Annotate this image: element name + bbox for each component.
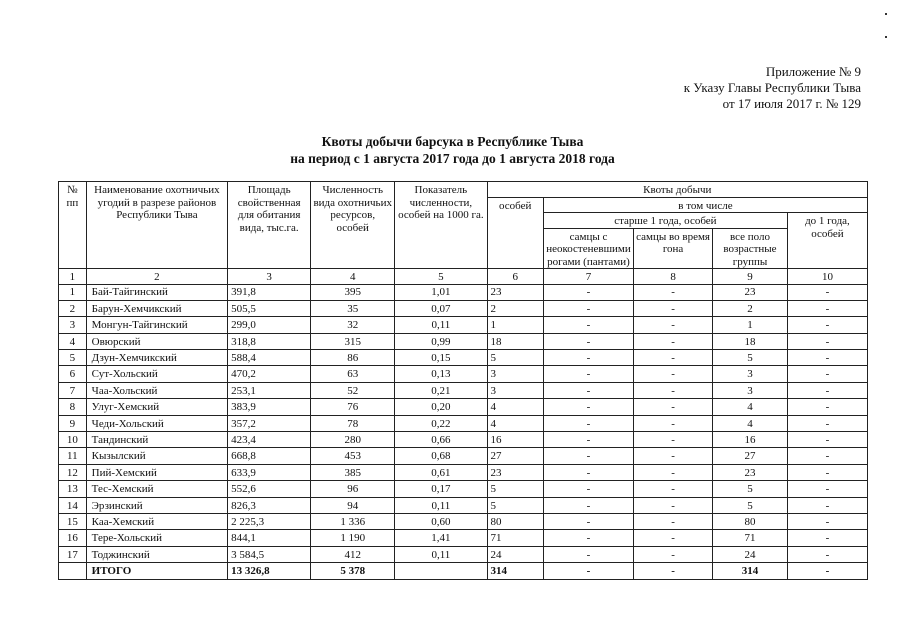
quota-males-antlers: - [543,399,633,415]
density-value: 0,61 [395,464,487,480]
quota-under-one: - [787,513,867,529]
appendix-line-2: к Указу Главы Республики Тыва [683,80,861,95]
column-number: 4 [311,269,395,285]
quota-under-one: - [787,530,867,546]
header-males-antlers: самцы с неокостеневшими рогами (пантами) [543,228,633,269]
population-value: 385 [311,464,395,480]
quota-total: 23 [487,284,543,300]
title-line-1: Квоты добычи барсука в Республике Тыва [321,134,584,149]
area-value: 588,4 [228,350,311,366]
header-under-one: до 1 года, особей [787,213,867,269]
population-value: 94 [311,497,395,513]
density-value: 1,41 [395,530,487,546]
population-value: 412 [311,546,395,562]
density-value: 0,66 [395,432,487,448]
quota-males-rut: - [634,399,713,415]
table-row [59,481,868,497]
density-value: 0,17 [395,481,487,497]
table-row [59,333,868,349]
population-value: 280 [311,432,395,448]
quota-all-ages: 18 [713,333,788,349]
quota-all-ages: 24 [713,546,788,562]
district-name: Барун-Хемчикский [86,300,227,316]
scan-mark [885,36,887,38]
quota-under-one: - [787,481,867,497]
header-males-rut: самцы во время гона [634,228,713,269]
quota-total: 27 [487,448,543,464]
header-name: Наименование охотничьих угодий в разрезе районов Республики Тыва [86,182,227,269]
quota-under-one: - [787,497,867,513]
population-value: 5 378 [311,563,395,579]
quota-under-one: - [787,333,867,349]
density-value: 1,01 [395,284,487,300]
quota-all-ages: 2 [713,300,788,316]
quota-total: 4 [487,415,543,431]
quota-total: 1 [487,317,543,333]
quota-males-rut: - [634,464,713,480]
quota-all-ages: 71 [713,530,788,546]
row-number: 15 [59,513,87,529]
density-value: 0,99 [395,333,487,349]
column-number: 7 [543,269,633,285]
header-num: № пп [59,182,87,269]
area-value: 2 225,3 [228,513,311,529]
quota-males-antlers: - [543,350,633,366]
quota-all-ages: 5 [713,350,788,366]
quota-males-rut: - [634,432,713,448]
quota-under-one: - [787,546,867,562]
row-number: 14 [59,497,87,513]
header-density: Показатель численности, особей на 1000 га. [395,182,487,269]
quota-males-rut: - [634,366,713,382]
quota-all-ages: 5 [713,481,788,497]
quota-males-rut: - [634,513,713,529]
quota-all-ages: 4 [713,399,788,415]
district-name: Чеди-Хольский [86,415,227,431]
column-number: 3 [228,269,311,285]
density-value: 0,21 [395,382,487,398]
district-name: Сут-Хольский [86,366,227,382]
area-value: 470,2 [228,366,311,382]
quota-under-one: - [787,284,867,300]
table-row [59,513,868,529]
population-value: 1 336 [311,513,395,529]
area-value: 253,1 [228,382,311,398]
quota-under-one: - [787,448,867,464]
quota-all-ages: 3 [713,382,788,398]
quota-males-antlers: - [543,513,633,529]
area-value: 391,8 [228,284,311,300]
quota-males-rut: - [634,546,713,562]
area-value: 13 326,8 [228,563,311,579]
district-name: Каа-Хемский [86,513,227,529]
population-value: 1 190 [311,530,395,546]
row-number: 16 [59,530,87,546]
quota-males-rut: - [634,497,713,513]
quota-total: 2 [487,300,543,316]
scan-mark [885,13,887,15]
document-title [0,133,905,167]
district-name: Дзун-Хемчикский [86,350,227,366]
table-row [59,530,868,546]
density-value: 0,60 [395,513,487,529]
quota-males-antlers: - [543,300,633,316]
area-value: 299,0 [228,317,311,333]
quota-males-rut: - [634,563,713,579]
quota-males-rut: - [634,481,713,497]
population-value: 96 [311,481,395,497]
density-value: 0,11 [395,546,487,562]
quota-males-antlers: - [543,497,633,513]
density-value: 0,68 [395,448,487,464]
column-number: 2 [86,269,227,285]
quota-under-one: - [787,415,867,431]
quota-all-ages: 1 [713,317,788,333]
table-row [59,546,868,562]
quota-males-antlers: - [543,366,633,382]
quota-males-rut: - [634,448,713,464]
quota-under-one: - [787,382,867,398]
quota-males-antlers: - [543,546,633,562]
district-name: Эрзинский [86,497,227,513]
quota-males-antlers: - [543,481,633,497]
population-value: 453 [311,448,395,464]
quota-males-rut: - [634,415,713,431]
table-row [59,366,868,382]
quota-all-ages: 5 [713,497,788,513]
column-number-row [59,269,868,285]
quota-all-ages: 27 [713,448,788,464]
district-name: Бай-Тайгинский [86,284,227,300]
quota-under-one: - [787,317,867,333]
population-value: 35 [311,300,395,316]
density-value: 0,11 [395,317,487,333]
quota-total: 80 [487,513,543,529]
quota-males-rut: - [634,333,713,349]
table-row [59,464,868,480]
population-value: 86 [311,350,395,366]
quota-total: 3 [487,366,543,382]
quota-males-antlers: - [543,382,633,398]
quota-total: 18 [487,333,543,349]
column-number: 6 [487,269,543,285]
quota-all-ages: 314 [713,563,788,579]
district-name: Улуг-Хемский [86,399,227,415]
row-number: 1 [59,284,87,300]
table-row [59,399,868,415]
quota-total: 4 [487,399,543,415]
header-quotas: Квоты добычи [487,182,867,198]
area-value: 844,1 [228,530,311,546]
quota-under-one: - [787,300,867,316]
appendix-block [684,64,861,112]
quota-all-ages: 4 [713,415,788,431]
population-value: 52 [311,382,395,398]
row-number: 4 [59,333,87,349]
area-value: 552,6 [228,481,311,497]
quota-under-one: - [787,432,867,448]
quota-all-ages: 16 [713,432,788,448]
density-value: 0,20 [395,399,487,415]
district-name: Тандинский [86,432,227,448]
row-number: 10 [59,432,87,448]
density-value: 0,07 [395,300,487,316]
quota-total: 16 [487,432,543,448]
district-name: Монгун-Тайгинский [86,317,227,333]
population-value: 315 [311,333,395,349]
header-including: в том числе [543,197,867,213]
quota-males-antlers: - [543,563,633,579]
population-value: 76 [311,399,395,415]
district-name: ИТОГО [86,563,227,579]
header-area: Площадь свойственная для обитания вида, тыс.га. [228,182,311,269]
quota-males-antlers: - [543,284,633,300]
row-number: 7 [59,382,87,398]
district-name: Тоджинский [86,546,227,562]
header-population: Численность вида охотничьих ресурсов, особей [311,182,395,269]
quota-males-antlers: - [543,317,633,333]
row-number: 5 [59,350,87,366]
population-value: 78 [311,415,395,431]
column-number: 8 [634,269,713,285]
quota-under-one: - [787,563,867,579]
area-value: 357,2 [228,415,311,431]
table-row [59,284,868,300]
total-row [59,563,868,579]
row-number: 8 [59,399,87,415]
header-all-ages: все поло возрастные группы [713,228,788,269]
quota-males-antlers: - [543,464,633,480]
quota-total: 5 [487,481,543,497]
table-row [59,300,868,316]
district-name: Чаа-Хольский [86,382,227,398]
row-number: 2 [59,300,87,316]
district-name: Тес-Хемский [86,481,227,497]
table-row [59,317,868,333]
area-value: 383,9 [228,399,311,415]
quota-males-rut: - [634,382,713,398]
row-number: 11 [59,448,87,464]
row-number: 13 [59,481,87,497]
quota-total: 24 [487,546,543,562]
quota-total: 5 [487,497,543,513]
row-number: 9 [59,415,87,431]
title-line-2: на период с 1 августа 2017 года до 1 августа 2018 года [290,151,615,166]
quota-all-ages: 23 [713,284,788,300]
row-number [59,563,87,579]
quota-total: 71 [487,530,543,546]
header-total: особей [487,197,543,269]
quota-table [58,181,868,580]
quota-under-one: - [787,464,867,480]
table-header [59,182,868,285]
quota-total: 5 [487,350,543,366]
density-value: 0,11 [395,497,487,513]
area-value: 668,8 [228,448,311,464]
row-number: 17 [59,546,87,562]
quota-total: 3 [487,382,543,398]
quota-males-rut: - [634,350,713,366]
table-row [59,432,868,448]
table-row [59,415,868,431]
table-row [59,497,868,513]
quota-total: 23 [487,464,543,480]
quota-males-antlers: - [543,530,633,546]
density-value: 0,22 [395,415,487,431]
quota-males-antlers: - [543,432,633,448]
area-value: 633,9 [228,464,311,480]
quota-males-antlers: - [543,333,633,349]
district-name: Тере-Хольский [86,530,227,546]
population-value: 395 [311,284,395,300]
quota-males-antlers: - [543,448,633,464]
quota-all-ages: 80 [713,513,788,529]
table-row [59,350,868,366]
quota-males-rut: - [634,284,713,300]
quota-under-one: - [787,399,867,415]
density-value [395,563,487,579]
quota-all-ages: 3 [713,366,788,382]
area-value: 3 584,5 [228,546,311,562]
quota-all-ages: 23 [713,464,788,480]
area-value: 423,4 [228,432,311,448]
population-value: 32 [311,317,395,333]
column-number: 5 [395,269,487,285]
row-number: 6 [59,366,87,382]
header-older: старше 1 года, особей [543,213,787,229]
column-number: 10 [787,269,867,285]
population-value: 63 [311,366,395,382]
column-number: 1 [59,269,87,285]
row-number: 3 [59,317,87,333]
quota-males-rut: - [634,300,713,316]
quota-total: 314 [487,563,543,579]
district-name: Овюрский [86,333,227,349]
district-name: Пий-Хемский [86,464,227,480]
quota-males-antlers: - [543,415,633,431]
quota-males-rut: - [634,530,713,546]
appendix-line-3: от 17 июля 2017 г. № 129 [722,96,861,111]
density-value: 0,13 [395,366,487,382]
density-value: 0,15 [395,350,487,366]
area-value: 826,3 [228,497,311,513]
appendix-line-1: Приложение № 9 [765,64,861,79]
quota-under-one: - [787,350,867,366]
table-body [59,284,868,579]
area-value: 318,8 [228,333,311,349]
area-value: 505,5 [228,300,311,316]
column-number: 9 [713,269,788,285]
quota-males-rut: - [634,317,713,333]
district-name: Кызылский [86,448,227,464]
row-number: 12 [59,464,87,480]
table-row [59,382,868,398]
quota-under-one: - [787,366,867,382]
table-row [59,448,868,464]
